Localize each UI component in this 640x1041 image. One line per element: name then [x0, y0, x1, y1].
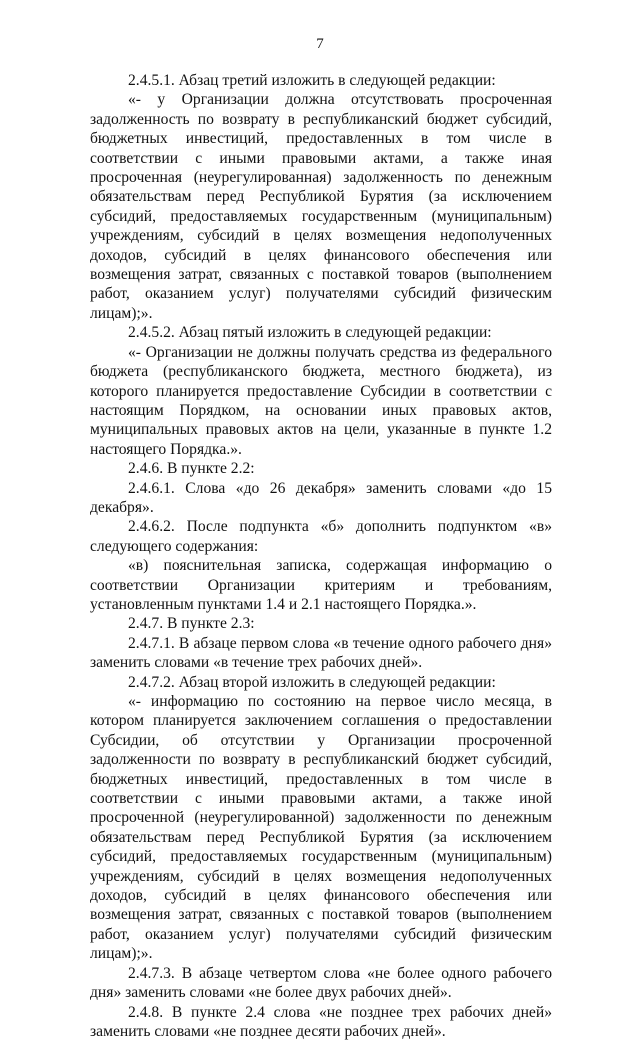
paragraph: 2.4.6. В пункте 2.2:: [90, 459, 552, 478]
paragraph: 2.4.6.1. Слова «до 26 декабря» заменить словами «до 15 декабря».: [90, 479, 552, 518]
paragraph: 2.4.7.1. В абзаце первом слова «в течение одного рабочего дня» заменить словами «в течение трех рабочих дней».: [90, 634, 552, 673]
paragraph: 2.4.5.2. Абзац пятый изложить в следующей редакции:: [90, 323, 552, 342]
page-number: 7: [0, 36, 640, 53]
paragraph: 2.4.7. В пункте 2.3:: [90, 614, 552, 633]
paragraph: 2.4.6.2. После подпункта «б» дополнить подпунктом «в» следующего содержания:: [90, 517, 552, 556]
paragraph: 2.4.7.3. В абзаце четвертом слова «не более одного рабочего дня» заменить словами «не более двух рабочих дней».: [90, 964, 552, 1003]
paragraph: 2.4.5.1. Абзац третий изложить в следующей редакции:: [90, 71, 552, 90]
paragraph: «- у Организации должна отсутствовать просроченная задолженность по возврату в республиканский бюджет субсидий, бюджетных инвестиций, предоставленных в том числе в соответствии с иными правовыми актами, а также иная просроченная (неурегулированная) задолженность по денежным обязательствам перед Республикой Бурятия (за исключением субсидий, предоставляемых государственным (муниципальным) учреждениям, субсидий в целях возмещения недополученных доходов, субсидий в целях финансового обеспечения или возмещения затрат, связанных с поставкой товаров (выполнением работ, оказанием услуг) получателями субсидий физическим лицам);».: [90, 90, 552, 323]
paragraph: «- Организации не должны получать средства из федерального бюджета (республиканского бюджета, местного бюджета), из которого планируется предоставление Субсидии в соответствии с настоящим Порядком, на основании иных правовых актов, муниципальных правовых актов на цели, указанные в пункте 1.2 настоящего Порядка.».: [90, 343, 552, 459]
paragraph: 2.4.8. В пункте 2.4 слова «не позднее трех рабочих дней» заменить словами «не позднее десяти рабочих дней».: [90, 1003, 552, 1041]
paragraph: 2.4.7.2. Абзац второй изложить в следующей редакции:: [90, 673, 552, 692]
document-body: [90, 71, 552, 1041]
paragraph: «в) пояснительная записка, содержащая информацию о соответствии Организации критериям и требованиям, установленным пунктами 1.4 и 2.1 настоящего Порядка.».: [90, 556, 552, 614]
paragraph: «- информацию по состоянию на первое число месяца, в котором планируется заключением соглашения о предоставлении Субсидии, об отсутствии у Организации просроченной задолженности по возврату в республиканский бюджет субсидий, бюджетных инвестиций, предоставленных в том числе в соответствии с иными правовыми актами, а также иной просроченной (неурегулированной) задолженности по денежным обязательствам перед Республикой Бурятия (за исключением субсидий, предоставляемых государственным (муниципальным) учреждениям, субсидий в целях возмещения недополученных доходов, субсидий в целях финансового обеспечения или возмещения затрат, связанных с поставкой товаров (выполнением работ, оказанием услуг) получателями субсидий физическим лицам);».: [90, 692, 552, 964]
